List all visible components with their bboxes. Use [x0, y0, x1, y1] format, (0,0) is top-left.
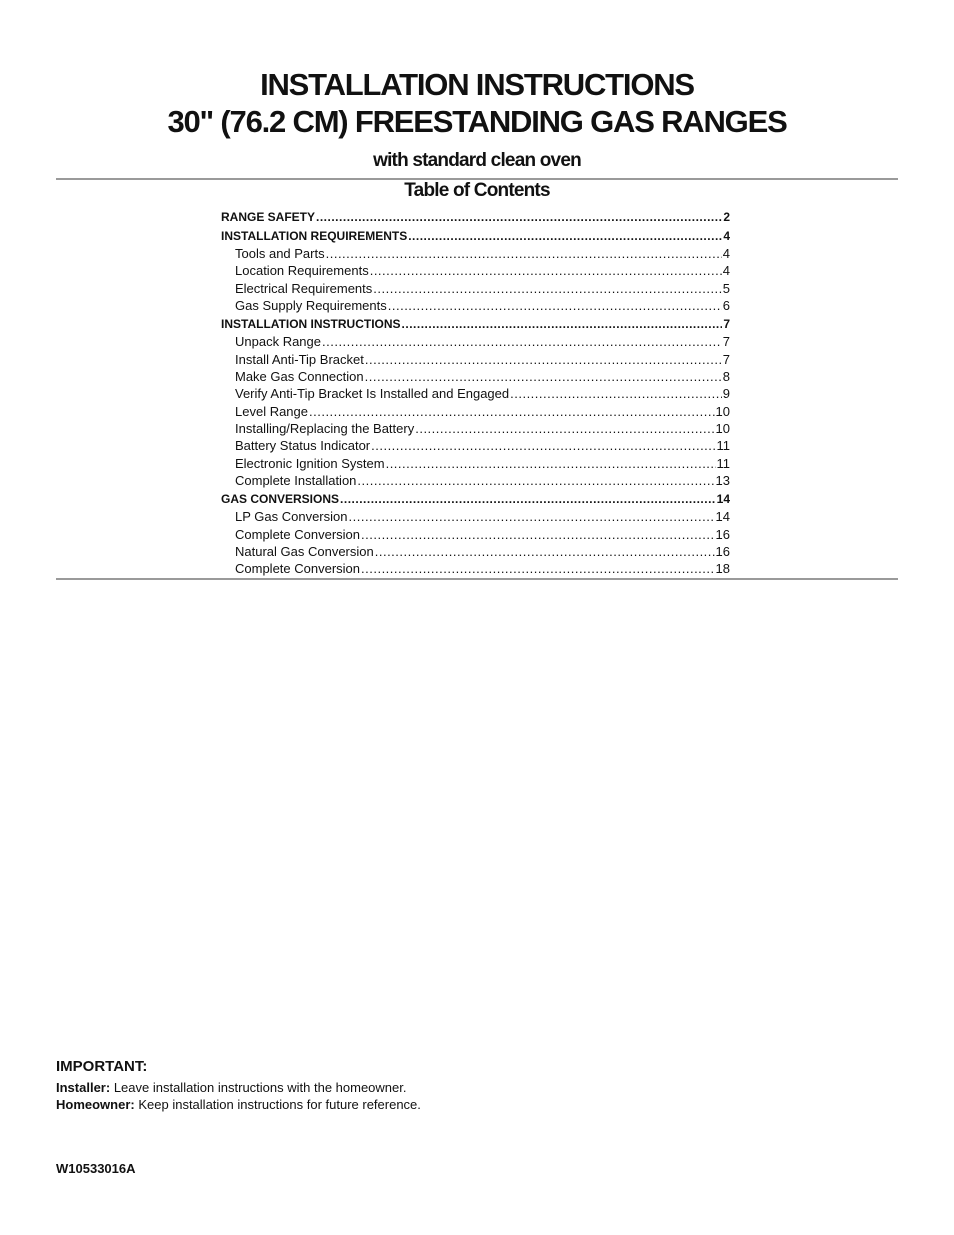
toc-leader-dots — [349, 508, 715, 525]
toc-entry-page: 2 — [723, 209, 730, 224]
toc-heading: Table of Contents — [404, 180, 550, 201]
toc-leader-dots — [365, 351, 722, 368]
toc-entry-label: Complete Conversion — [235, 561, 361, 577]
toc-subsection-entry[interactable] — [221, 351, 730, 368]
toc-entry-page: 11 — [716, 455, 730, 471]
toc-section-entry[interactable] — [221, 316, 730, 333]
toc-entry-label: Level Range — [235, 403, 308, 419]
document-subtitle: with standard clean oven — [373, 150, 581, 171]
toc-entry-page: 13 — [715, 472, 730, 488]
toc-entry-page: 7 — [722, 351, 730, 367]
toc-entry-page: 8 — [722, 369, 730, 385]
toc-entry-page: 9 — [722, 386, 730, 402]
toc-subsection-entry[interactable] — [221, 508, 730, 525]
toc-entry-label: Battery Status Indicator — [235, 438, 371, 454]
toc-entry-page: 4 — [722, 246, 730, 262]
toc-subsection-entry[interactable] — [221, 385, 730, 402]
toc-subsection-entry[interactable] — [221, 472, 730, 489]
toc-subsection-entry[interactable] — [221, 420, 730, 437]
toc-leader-dots — [408, 228, 722, 245]
toc-leader-dots — [361, 560, 715, 577]
installer-text: Leave installation instructions with the homeowner. — [113, 1080, 407, 1095]
toc-entry-label: RANGE SAFETY — [221, 209, 316, 224]
toc-entry-page: 18 — [715, 561, 730, 577]
toc-section-entry[interactable] — [221, 491, 730, 508]
toc-entry-page: 4 — [723, 228, 730, 243]
document-title — [0, 66, 954, 140]
toc-entry-label: LP Gas Conversion — [235, 509, 348, 525]
homeowner-label: Homeowner: — [56, 1097, 135, 1112]
toc-subsection-entry[interactable] — [221, 280, 730, 297]
important-notice — [56, 1058, 421, 1113]
toc-subsection-entry[interactable] — [221, 262, 730, 279]
toc-entry-label: INSTALLATION INSTRUCTIONS — [221, 317, 401, 332]
toc-entry-page: 4 — [722, 263, 730, 279]
toc-leader-dots — [316, 209, 722, 226]
toc-entry-label: Natural Gas Conversion — [235, 543, 374, 559]
toc-entry-label: Complete Conversion — [235, 526, 361, 542]
toc-entry-page: 7 — [722, 334, 730, 350]
toc-entry-label: Electrical Requirements — [235, 280, 373, 296]
toc-subsection-entry[interactable] — [221, 455, 730, 472]
toc-entry-page: 7 — [723, 317, 730, 332]
toc-entry-page: 10 — [715, 420, 730, 436]
toc-entry-label: Electronic Ignition System — [235, 455, 385, 471]
toc-subsection-entry[interactable] — [221, 403, 730, 420]
installer-note — [56, 1079, 421, 1096]
toc-entry-label: Make Gas Connection — [235, 369, 364, 385]
toc-subsection-entry[interactable] — [221, 245, 730, 262]
toc-subsection-entry[interactable] — [221, 297, 730, 314]
toc-entry-label: Install Anti-Tip Bracket — [235, 351, 364, 367]
bottom-divider — [56, 578, 898, 580]
toc-subsection-entry[interactable] — [221, 333, 730, 350]
toc-leader-dots — [371, 437, 715, 454]
part-number: W10533016A — [56, 1161, 136, 1176]
toc-leader-dots — [357, 472, 714, 489]
toc-leader-dots — [373, 280, 721, 297]
toc-leader-dots — [365, 368, 722, 385]
toc-entry-page: 11 — [716, 438, 730, 454]
toc-leader-dots — [322, 333, 722, 350]
toc-entry-label: Unpack Range — [235, 334, 321, 350]
toc-entry-page: 14 — [716, 491, 730, 506]
important-heading: IMPORTANT: — [56, 1058, 148, 1075]
installer-label: Installer: — [56, 1080, 111, 1095]
toc-leader-dots — [370, 262, 722, 279]
toc-section-entry[interactable] — [221, 209, 730, 226]
toc-entry-page: 10 — [715, 403, 730, 419]
toc-leader-dots — [386, 455, 716, 472]
toc-subsection-entry[interactable] — [221, 526, 730, 543]
toc-subsection-entry[interactable] — [221, 437, 730, 454]
toc-leader-dots — [361, 526, 715, 543]
toc-entry-label: GAS CONVERSIONS — [221, 491, 340, 506]
toc-entry-label: Installing/Replacing the Battery — [235, 420, 415, 436]
toc-subsection-entry[interactable] — [221, 543, 730, 560]
toc-leader-dots — [375, 543, 715, 560]
toc-leader-dots — [340, 491, 716, 508]
toc-leader-dots — [309, 403, 715, 420]
toc-leader-dots — [510, 385, 722, 402]
toc-entry-label: Verify Anti-Tip Bracket Is Installed and Engaged — [235, 386, 510, 402]
toc-entry-label: INSTALLATION REQUIREMENTS — [221, 228, 408, 243]
toc-entry-label: Complete Installation — [235, 472, 357, 488]
homeowner-note — [56, 1096, 421, 1113]
toc-subsection-entry[interactable] — [221, 368, 730, 385]
toc-entry-page: 14 — [715, 509, 730, 525]
toc-leader-dots — [402, 316, 723, 333]
toc-section-entry[interactable] — [221, 228, 730, 245]
toc-leader-dots — [326, 245, 722, 262]
homeowner-text: Keep installation instructions for future reference. — [138, 1097, 421, 1112]
toc-subsection-entry[interactable] — [221, 560, 730, 577]
toc-entry-label: Tools and Parts — [235, 246, 325, 262]
toc-entry-label: Location Requirements — [235, 263, 369, 279]
title-line-2: 30" (76.2 CM) FREESTANDING GAS RANGES — [167, 104, 787, 139]
toc-leader-dots — [388, 297, 722, 314]
toc-leader-dots — [415, 420, 714, 437]
toc-entry-label: Gas Supply Requirements — [235, 298, 387, 314]
title-line-1: INSTALLATION INSTRUCTIONS — [260, 67, 694, 102]
toc-entry-page: 5 — [722, 280, 730, 296]
toc-entry-page: 16 — [715, 543, 730, 559]
toc-entry-page: 6 — [722, 298, 730, 314]
table-of-contents — [221, 207, 730, 577]
toc-entry-page: 16 — [715, 526, 730, 542]
